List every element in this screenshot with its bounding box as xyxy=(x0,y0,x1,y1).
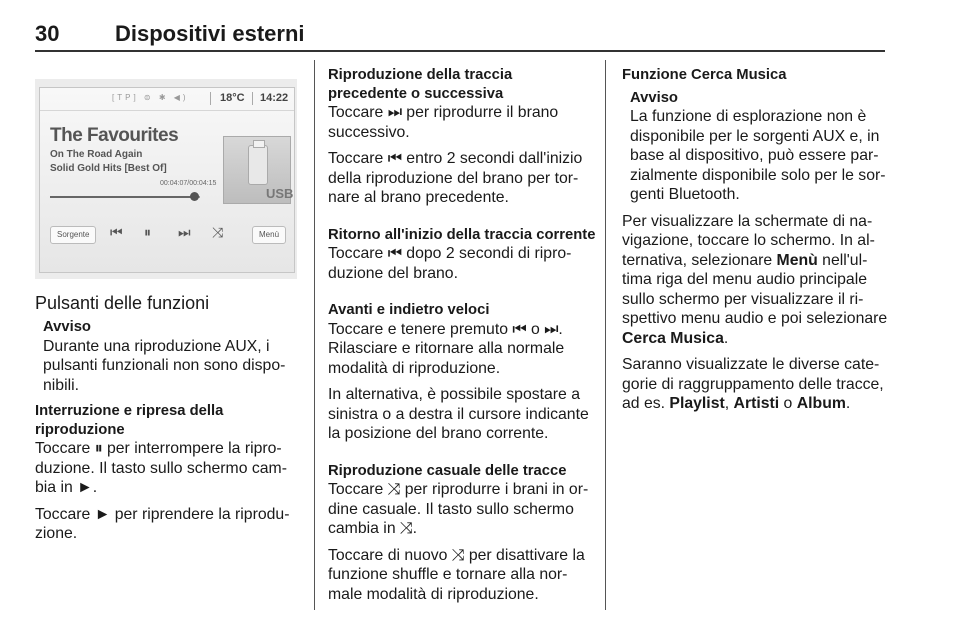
section-gap xyxy=(328,215,600,226)
source-button[interactable]: Sorgente xyxy=(50,226,96,244)
infotainment-screen-image xyxy=(35,79,297,279)
paragraph: Toccare ► per riprendere la riprodu- zione. xyxy=(35,505,290,542)
column-divider xyxy=(314,60,315,610)
artisti-term: Artisti xyxy=(733,395,780,412)
subsection-title: Avanti e indietro veloci xyxy=(328,302,490,318)
column-divider xyxy=(605,60,606,610)
notice-line: La funzione di esplorazione non è xyxy=(630,108,867,125)
notice-box xyxy=(630,89,892,205)
subsection-title: Funzione Cerca Musica xyxy=(622,67,787,83)
clock-readout: 14:22 xyxy=(260,92,289,104)
subsection-title: riproduzione xyxy=(35,421,125,438)
pause-icon[interactable]: ⏸ xyxy=(144,224,151,240)
notice-line: zialmente disponibile solo per le sor- xyxy=(630,166,886,184)
track-title: On The Road Again xyxy=(50,149,143,160)
notice-line: disponibile per le sorgenti AUX e, in xyxy=(630,127,880,145)
notice-box xyxy=(43,318,305,395)
time-readout: 00:04:07/00:04:15 xyxy=(160,180,217,187)
paragraph: Toccare ⏭ per riprodurre il brano successivo. xyxy=(328,104,559,141)
menu-term: Menù xyxy=(776,251,818,269)
section-gap xyxy=(328,451,600,462)
column-2 xyxy=(328,66,600,611)
progress-fill xyxy=(50,196,194,198)
page-header xyxy=(35,10,885,52)
usb-stick-icon xyxy=(248,145,268,185)
notice-heading: Avviso xyxy=(43,319,91,335)
album-title: The Favourites xyxy=(50,125,179,146)
notice-line: Durante una riproduzione AUX, i xyxy=(43,337,270,355)
cerca-musica-term: Cerca Musica xyxy=(622,329,724,347)
paragraph: Per visualizzare la schermate di na- vigazione, toccare lo schermo. In al- ternativa, selezionare Menù nell'ul- tima riga del menu audio principale sullo schermo per visualizzare il ri- spettivo menu audio e poi selezionare Cerca Musica. xyxy=(622,212,888,347)
status-icons: [TP] ⊜ ✱ ◀) xyxy=(112,93,189,102)
paragraph: Toccare e tenere premuto ⏮ o ⏭. Rilasciare e ritornare alla normale modalità di riproduzione. xyxy=(328,320,565,377)
temperature-readout: 18°C xyxy=(220,92,245,104)
screen-frame xyxy=(39,87,295,273)
paragraph: Toccare ⏸ per interrompere la ripro- duzione. Il tasto sullo schermo cam- bia in ►. xyxy=(35,440,287,496)
notice-line: nibili. xyxy=(43,376,79,394)
paragraph: Toccare di nuovo ⤨ per disattivare la funzione shuffle e tornare alla nor- male modalità di riproduzione. xyxy=(328,546,585,603)
notice-line: pulsanti funzionali non sono dispo- xyxy=(43,357,286,374)
track-album: Solid Gold Hits [Best Of] xyxy=(50,163,167,174)
status-separator xyxy=(210,92,211,105)
subsection-title: Interruzione e ripresa della xyxy=(35,403,224,419)
subsection-title: precedente o successiva xyxy=(328,85,504,102)
subsection-title: Riproduzione della traccia xyxy=(328,67,513,83)
status-bar xyxy=(40,88,294,111)
shuffle-icon[interactable]: ⤨ xyxy=(212,224,224,240)
notice-heading: Avviso xyxy=(630,89,678,106)
paragraph: Toccare ⤨ per riprodurre i brani in or- dine casuale. Il tasto sullo schermo cambia in ⤨. xyxy=(328,481,589,537)
subsection-title: Ritorno all'inizio della traccia corrente xyxy=(328,226,596,243)
playlist-term: Playlist xyxy=(669,395,725,412)
source-label: USB xyxy=(266,186,294,201)
menu-button[interactable]: Menù xyxy=(252,226,286,244)
section-heading: Pulsanti delle funzioni xyxy=(35,293,210,313)
page-title: Dispositivi esterni xyxy=(115,21,305,46)
section-gap xyxy=(328,290,600,301)
paragraph: Saranno visualizzate le diverse cate- gorie di raggruppamento delle tracce, ad es. Playlist, Artisti o Album. xyxy=(622,356,884,412)
status-separator xyxy=(252,92,253,105)
progress-knob[interactable] xyxy=(190,192,199,201)
page-number: 30 xyxy=(35,21,60,46)
column-1 xyxy=(35,292,305,551)
paragraph: Toccare ⏮ dopo 2 secondi di ripro- duzione del brano. xyxy=(328,245,572,282)
album-term: Album xyxy=(796,395,846,412)
column-3 xyxy=(622,66,892,421)
subsection-title: Riproduzione casuale delle tracce xyxy=(328,462,567,479)
paragraph: In alternativa, è possibile spostare a sinistra o a destra il cursore indicante la posizione del brano corrente. xyxy=(328,386,589,442)
notice-line: base al dispositivo, può essere par- xyxy=(630,147,879,164)
paragraph: Toccare ⏮ entro 2 secondi dall'inizio della riproduzione del brano per tor- nare al brano precedente. xyxy=(328,150,583,206)
notice-line: genti Bluetooth. xyxy=(630,186,740,203)
next-track-icon[interactable]: ⏭ xyxy=(178,224,191,240)
previous-track-icon[interactable]: ⏮ xyxy=(110,224,123,240)
progress-bar[interactable] xyxy=(50,196,200,198)
controls-bar xyxy=(40,220,294,252)
